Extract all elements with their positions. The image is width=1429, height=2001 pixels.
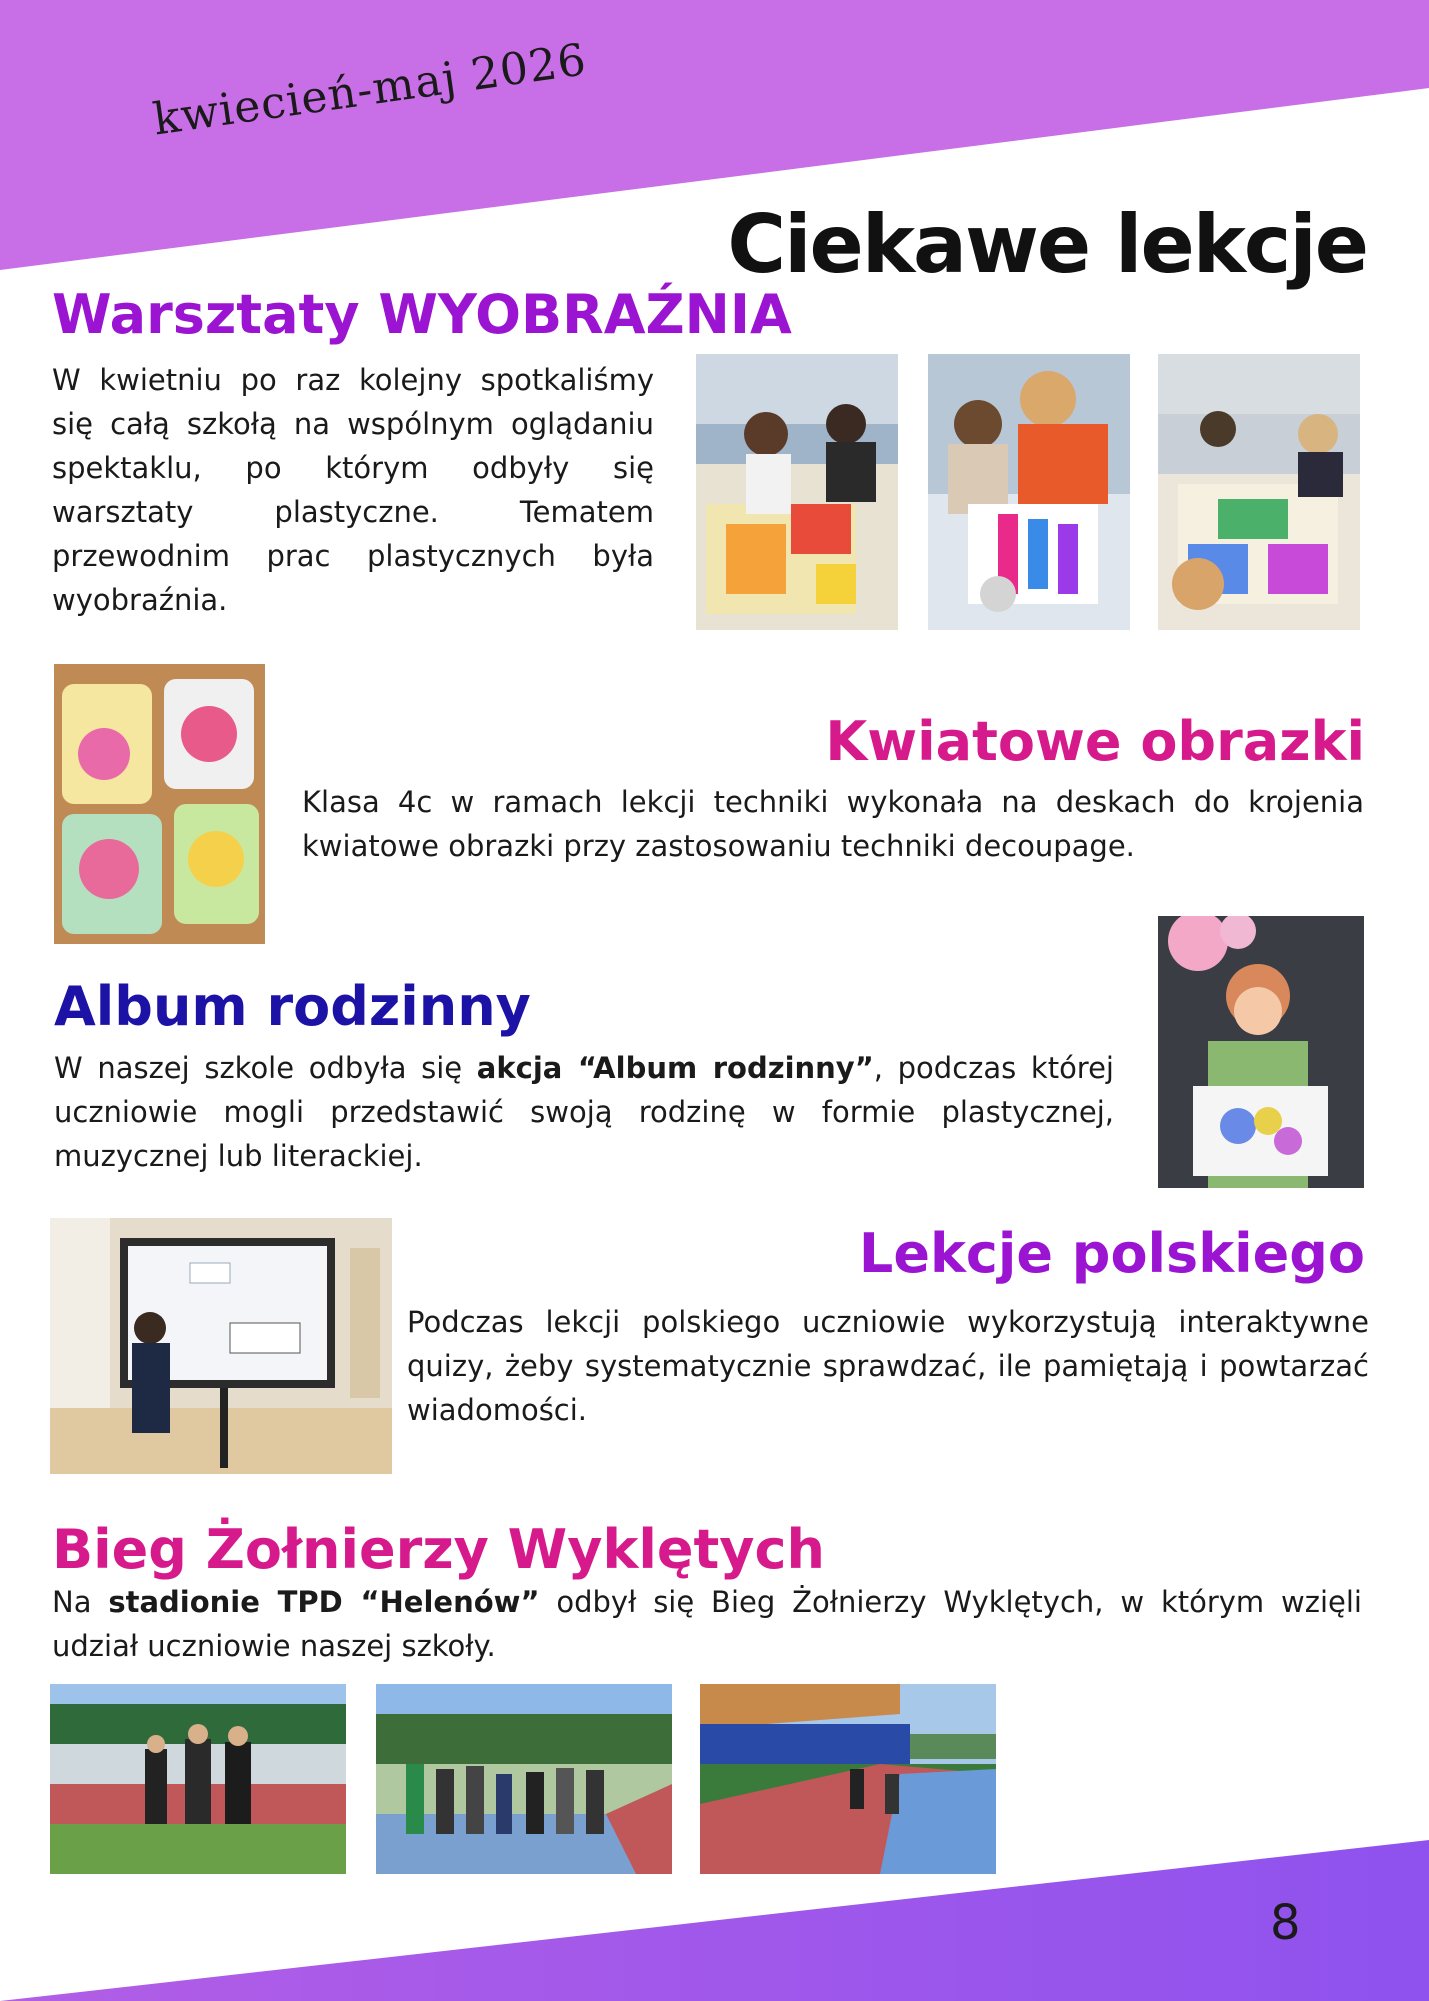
issue-date: kwiecień-maj 2026 [150,34,590,146]
polish-lesson-photo [50,1218,392,1474]
section-title-kwiatowe: Kwiatowe obrazki [825,710,1365,773]
album-text-bold: akcja “Album rodzinny” [476,1051,874,1085]
section-title-warsztaty: Warsztaty WYOBRAŹNIA [52,283,792,346]
page-number: 8 [1270,1895,1301,1951]
run-photo-2 [376,1684,672,1874]
bieg-text-bold: stadionie TPD “Helenów” [108,1585,540,1619]
section-text-album [54,1046,1114,1178]
run-photo-3 [700,1684,996,1874]
section-text-bieg [52,1580,1362,1668]
workshop-photo-2 [928,354,1130,630]
bieg-text-start: Na [52,1585,109,1619]
section-text-polski: Podczas lekcji polskiego uczniowie wykorzystują interaktywne quizy, żeby systematycznie sprawdzać, ile pamiętają i powtarzać wiadomości. [407,1305,1369,1427]
album-photo [1158,916,1364,1188]
section-text-warsztaty: W kwietniu po raz kolejny spotkaliśmy się całą szkołą na wspólnym oglądaniu spektaklu, po którym odbyły się warsztaty plastyczne. Tematem przewodnim prac plastycznych była wyobraźnia. [52,363,654,617]
album-text-end: , podczas której uczniowie mogli przedstawić swoją rodzinę w formie plastycznej, muzycznej lub literackiej. [54,1051,1114,1173]
section-text-kwiatowe: Klasa 4c w ramach lekcji techniki wykonała na deskach do krojenia kwiatowe obrazki przy zastosowaniu techniki decoupage. [302,785,1364,863]
bieg-text-end: odbył się Bieg Żołnierzy Wyklętych, w którym wzięli udział uczniowie naszej szkoły. [52,1585,1362,1663]
section-title-polski: Lekcje polskiego [858,1222,1365,1285]
run-photo-1 [50,1684,346,1874]
flower-boards-photo [54,664,265,944]
album-text-start: W naszej szkole odbyła się [54,1051,477,1085]
page-title: Ciekawe lekcje [727,198,1367,291]
workshop-photo-3 [1158,354,1360,630]
section-title-bieg: Bieg Żołnierzy Wyklętych [52,1518,825,1581]
workshop-photo-1 [696,354,898,630]
section-title-album: Album rodzinny [54,975,531,1038]
